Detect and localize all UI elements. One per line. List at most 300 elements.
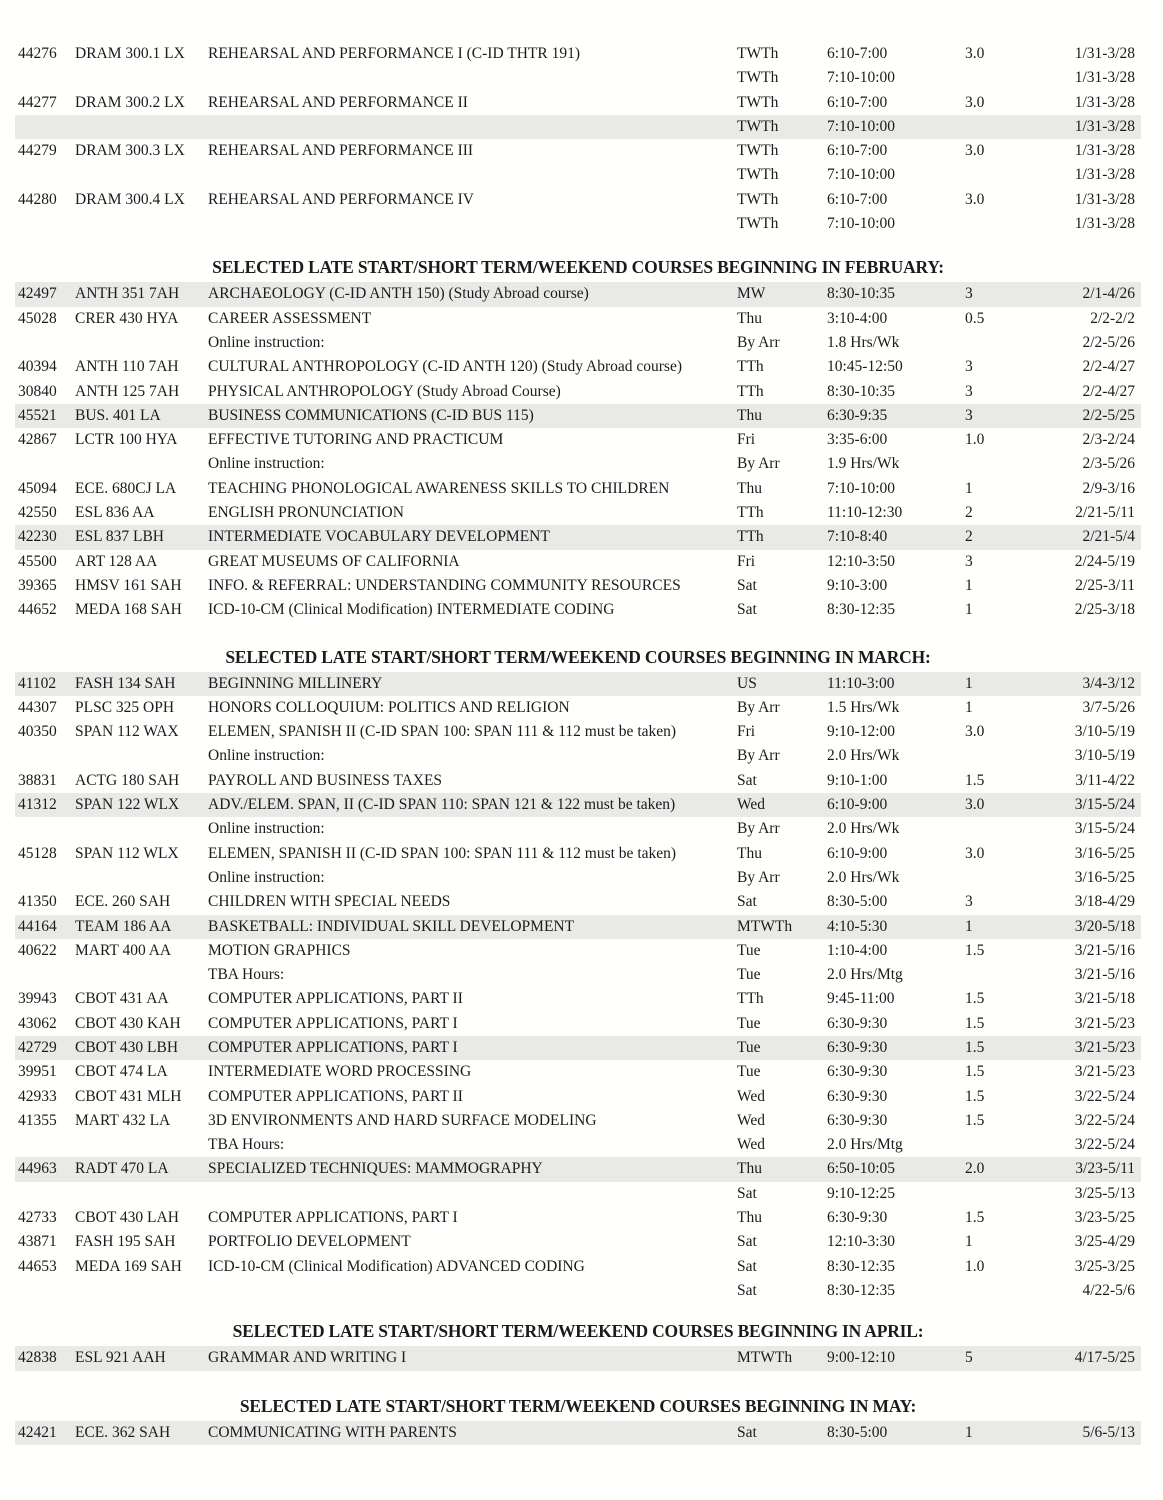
course-title: ADV./ELEM. SPAN, II (C-ID SPAN 110: SPAN 121 & 122 must be taken) xyxy=(208,796,676,814)
course-row xyxy=(15,550,1141,574)
course-code: SPAN 112 WAX xyxy=(75,723,179,741)
meeting-days: Wed xyxy=(737,1136,766,1154)
course-row xyxy=(15,477,1141,501)
units: 0.5 xyxy=(965,309,985,327)
course-title: REHEARSAL AND PERFORMANCE I (C-ID THTR 191) xyxy=(208,45,581,62)
course-id: 42729 xyxy=(18,1038,57,1056)
units xyxy=(965,1182,1025,1206)
units: 1 xyxy=(965,601,973,619)
course-title: Online instruction: xyxy=(208,333,325,351)
units: 1 xyxy=(965,1423,973,1441)
course-code: ECE. 680CJ LA xyxy=(75,479,177,497)
course-id: 42230 xyxy=(18,528,57,546)
course-title: BEGINNING MILLINERY xyxy=(208,674,383,692)
course-id: 42838 xyxy=(18,1349,57,1367)
course-title: BUSINESS COMMUNICATIONS (C-ID BUS 115) xyxy=(208,406,534,424)
date-range: 3/21-5/16 xyxy=(1074,941,1135,959)
meeting-time: 7:10-10:00 xyxy=(827,69,896,87)
course-row xyxy=(15,1230,1141,1254)
units: 3 xyxy=(965,358,973,376)
course-title: ICD-10-CM (Clinical Modification) INTERMEDIATE CODING xyxy=(208,601,615,619)
date-range: 3/23-5/11 xyxy=(1075,1160,1135,1178)
course-title: ICD-10-CM (Clinical Modification) ADVANCED CODING xyxy=(208,1257,585,1275)
meeting-time: 6:30-9:35 xyxy=(827,406,888,424)
meeting-days: By Arr xyxy=(737,820,780,838)
course-id: 44277 xyxy=(18,93,57,111)
units: 2.0 xyxy=(965,1160,985,1178)
course-code: ESL 836 AA xyxy=(75,504,155,522)
course-code: MEDA 169 SAH xyxy=(75,1257,182,1275)
course-title xyxy=(208,1279,737,1303)
course-title xyxy=(208,212,737,236)
meeting-days: TTh xyxy=(737,528,764,546)
meeting-days: Thu xyxy=(737,309,762,327)
date-range: 1/31-3/28 xyxy=(1074,93,1135,111)
units: 3.0 xyxy=(965,45,985,62)
meeting-days: By Arr xyxy=(737,455,780,473)
course-id: 43062 xyxy=(18,1014,57,1032)
date-range: 3/4-3/12 xyxy=(1082,674,1135,692)
units: 2 xyxy=(965,528,973,546)
date-range: 1/31-3/28 xyxy=(1074,117,1135,135)
meeting-days: TWTh xyxy=(737,142,779,160)
course-id xyxy=(15,1133,75,1157)
course-code: TEAM 186 AA xyxy=(75,917,172,935)
date-range: 2/1-4/26 xyxy=(1082,285,1135,303)
meeting-time: 9:10-3:00 xyxy=(827,576,888,594)
course-code xyxy=(75,866,208,890)
meeting-time: 2.0 Hrs/Wk xyxy=(827,747,900,765)
meeting-days: By Arr xyxy=(737,698,780,716)
course-row xyxy=(15,188,1141,212)
course-title xyxy=(208,1182,737,1206)
course-code: ESL 837 LBH xyxy=(75,528,164,546)
units: 1.0 xyxy=(965,1257,985,1275)
meeting-time: 6:30-9:30 xyxy=(827,1038,888,1056)
course-id: 42421 xyxy=(18,1423,57,1441)
schedule-section xyxy=(15,646,1141,1304)
date-range: 3/11-4/22 xyxy=(1075,771,1135,789)
meeting-time: 1.8 Hrs/Wk xyxy=(827,333,900,351)
course-code: ANTH 351 7AH xyxy=(75,285,180,303)
meeting-time: 8:30-12:35 xyxy=(827,601,896,619)
course-id xyxy=(15,866,75,890)
meeting-time: 8:30-10:35 xyxy=(827,285,896,303)
date-range: 1/31-3/28 xyxy=(1074,45,1135,62)
course-row xyxy=(15,1182,1141,1206)
course-title: ENGLISH PRONUNCIATION xyxy=(208,504,404,522)
units: 1.5 xyxy=(965,1111,985,1129)
meeting-days: Thu xyxy=(737,479,762,497)
course-row xyxy=(15,1012,1141,1036)
course-id: 39951 xyxy=(18,1063,57,1081)
meeting-time: 9:00-12:10 xyxy=(827,1349,896,1367)
date-range: 3/15-5/24 xyxy=(1074,820,1135,838)
course-code xyxy=(75,1133,208,1157)
units: 3 xyxy=(965,285,973,303)
meeting-time: 8:30-12:35 xyxy=(827,1281,896,1299)
meeting-time: 11:10-3:00 xyxy=(827,674,895,692)
course-code xyxy=(75,744,208,768)
date-range: 2/2-5/25 xyxy=(1082,406,1135,424)
course-id xyxy=(15,115,75,139)
meeting-time: 9:45-11:00 xyxy=(827,990,895,1008)
course-code xyxy=(75,452,208,476)
meeting-time: 1.5 Hrs/Wk xyxy=(827,698,900,716)
date-range: 3/7-5/26 xyxy=(1082,698,1135,716)
course-code: CBOT 431 MLH xyxy=(75,1087,182,1105)
date-range: 2/21-5/4 xyxy=(1082,528,1135,546)
course-row xyxy=(15,842,1141,866)
course-row xyxy=(15,1133,1141,1157)
date-range: 2/3-2/24 xyxy=(1082,431,1135,449)
course-row xyxy=(15,163,1141,187)
course-title: HONORS COLLOQUIUM: POLITICS AND RELIGION xyxy=(208,698,570,716)
course-row xyxy=(15,1279,1141,1303)
section-header: SELECTED LATE START/SHORT TERM/WEEKEND COURSES BEGINNING IN FEBRUARY: xyxy=(212,257,944,278)
meeting-days: Tue xyxy=(737,941,761,959)
meeting-days: Sat xyxy=(737,893,757,911)
course-row xyxy=(15,744,1141,768)
course-id: 44307 xyxy=(18,698,57,716)
meeting-time: 6:10-7:00 xyxy=(827,45,888,62)
units: 3.0 xyxy=(965,796,985,814)
units: 1 xyxy=(965,698,973,716)
units: 1.5 xyxy=(965,771,985,789)
section-header: SELECTED LATE START/SHORT TERM/WEEKEND COURSES BEGINNING IN MAY: xyxy=(239,1395,917,1416)
course-row xyxy=(15,769,1141,793)
schedule-section xyxy=(15,1320,1141,1370)
course-code: RADT 470 LA xyxy=(75,1160,169,1178)
date-range: 2/2-5/26 xyxy=(1082,333,1135,351)
course-title: TEACHING PHONOLOGICAL AWARENESS SKILLS TO CHILDREN xyxy=(208,479,670,497)
meeting-days: Sat xyxy=(737,1423,757,1441)
course-title: CHILDREN WITH SPECIAL NEEDS xyxy=(208,893,451,911)
date-range: 1/31-3/28 xyxy=(1074,190,1135,208)
meeting-days: TWTh xyxy=(737,69,779,87)
units: 1.5 xyxy=(965,941,985,959)
course-row xyxy=(15,1255,1141,1279)
date-range: 3/18-4/29 xyxy=(1074,893,1135,911)
date-range: 2/3-5/26 xyxy=(1082,455,1135,473)
meeting-time: 6:30-9:30 xyxy=(827,1087,888,1105)
course-title: COMPUTER APPLICATIONS, PART I xyxy=(208,1209,458,1227)
meeting-time: 8:30-10:35 xyxy=(827,382,896,400)
course-code: MEDA 168 SAH xyxy=(75,601,182,619)
course-title xyxy=(208,115,737,139)
units: 3 xyxy=(965,382,973,400)
course-id: 41312 xyxy=(18,796,57,814)
course-row xyxy=(15,915,1141,939)
date-range: 3/21-5/23 xyxy=(1074,1063,1135,1081)
course-id xyxy=(15,212,75,236)
date-range: 3/23-5/25 xyxy=(1074,1209,1135,1227)
course-id: 39943 xyxy=(18,990,57,1008)
meeting-time: 9:10-1:00 xyxy=(827,771,888,789)
meeting-time: 10:45-12:50 xyxy=(827,358,903,376)
course-title: COMPUTER APPLICATIONS, PART II xyxy=(208,990,463,1008)
date-range: 2/9-3/16 xyxy=(1082,479,1135,497)
date-range: 1/31-3/28 xyxy=(1074,166,1135,184)
units xyxy=(965,212,1025,236)
course-code: FASH 134 SAH xyxy=(75,674,176,692)
course-row xyxy=(15,793,1141,817)
date-range: 3/21-5/16 xyxy=(1074,966,1135,984)
meeting-days: Wed xyxy=(737,796,766,814)
course-code: CBOT 474 LA xyxy=(75,1063,168,1081)
course-id xyxy=(15,744,75,768)
course-row xyxy=(15,331,1141,355)
course-id: 41350 xyxy=(18,893,57,911)
meeting-time: 7:10-10:00 xyxy=(827,166,896,184)
meeting-time: 7:10-10:00 xyxy=(827,479,896,497)
course-id xyxy=(15,817,75,841)
course-row xyxy=(15,817,1141,841)
meeting-days: US xyxy=(737,674,757,692)
course-id: 42933 xyxy=(18,1087,57,1105)
units xyxy=(965,1133,1025,1157)
course-row xyxy=(15,428,1141,452)
course-row xyxy=(15,987,1141,1011)
course-row xyxy=(15,282,1141,306)
date-range: 1/31-3/28 xyxy=(1074,142,1135,160)
units xyxy=(965,331,1025,355)
course-code: LCTR 100 HYA xyxy=(75,431,178,449)
course-code xyxy=(75,66,208,90)
date-range: 2/24-5/19 xyxy=(1074,552,1135,570)
meeting-time: 6:30-9:30 xyxy=(827,1111,888,1129)
date-range: 2/21-5/11 xyxy=(1075,504,1135,522)
meeting-time: 4:10-5:30 xyxy=(827,917,888,935)
meeting-time: 6:30-9:30 xyxy=(827,1014,888,1032)
meeting-days: Tue xyxy=(737,966,761,984)
units: 3.0 xyxy=(965,844,985,862)
meeting-time: 8:30-12:35 xyxy=(827,1257,896,1275)
meeting-days: Wed xyxy=(737,1087,766,1105)
section-header: SELECTED LATE START/SHORT TERM/WEEKEND COURSES BEGINNING IN MARCH: xyxy=(225,646,931,667)
course-id: 44164 xyxy=(18,917,57,935)
course-row xyxy=(15,696,1141,720)
course-code: CBOT 431 AA xyxy=(75,990,169,1008)
course-row xyxy=(15,42,1141,66)
meeting-time: 9:10-12:25 xyxy=(827,1184,896,1202)
course-id: 45028 xyxy=(18,309,57,327)
course-code xyxy=(75,115,208,139)
meeting-days: MTWTh xyxy=(737,917,793,935)
course-title: COMPUTER APPLICATIONS, PART II xyxy=(208,1087,463,1105)
course-row xyxy=(15,1157,1141,1181)
course-code: ECE. 260 SAH xyxy=(75,893,171,911)
units: 3.0 xyxy=(965,142,985,160)
course-row xyxy=(15,404,1141,428)
date-range: 3/16-5/25 xyxy=(1074,844,1135,862)
course-id xyxy=(15,66,75,90)
course-code: MART 432 LA xyxy=(75,1111,171,1129)
course-title: REHEARSAL AND PERFORMANCE III xyxy=(208,142,474,160)
course-title: INFO. & REFERRAL: UNDERSTANDING COMMUNITY RESOURCES xyxy=(208,576,681,594)
course-id: 41102 xyxy=(18,674,57,692)
date-range: 4/22-5/6 xyxy=(1082,1281,1135,1299)
meeting-time: 9:10-12:00 xyxy=(827,723,896,741)
course-row xyxy=(15,501,1141,525)
meeting-days: By Arr xyxy=(737,747,780,765)
meeting-time: 6:10-9:00 xyxy=(827,796,888,814)
course-code: FASH 195 SAH xyxy=(75,1233,176,1251)
meeting-time: 1:10-4:00 xyxy=(827,941,888,959)
course-id: 41355 xyxy=(18,1111,57,1129)
date-range: 3/25-4/29 xyxy=(1074,1233,1135,1251)
course-id: 45500 xyxy=(18,552,57,570)
course-code xyxy=(75,817,208,841)
course-title: CULTURAL ANTHROPOLOGY (C-ID ANTH 120) (Study Abroad course) xyxy=(208,358,683,376)
course-row xyxy=(15,890,1141,914)
meeting-time: 3:35-6:00 xyxy=(827,431,888,449)
course-title: INTERMEDIATE WORD PROCESSING xyxy=(208,1063,472,1081)
course-title xyxy=(208,163,737,187)
course-code: CBOT 430 KAH xyxy=(75,1014,181,1032)
course-row xyxy=(15,115,1141,139)
meeting-time: 8:30-5:00 xyxy=(827,1423,888,1441)
schedule-table xyxy=(15,42,1141,1445)
units xyxy=(965,963,1025,987)
units: 1 xyxy=(965,576,973,594)
date-range: 5/6-5/13 xyxy=(1082,1423,1135,1441)
course-code xyxy=(75,212,208,236)
course-id: 45128 xyxy=(18,844,57,862)
date-range: 1/31-3/28 xyxy=(1074,215,1135,233)
course-title: SPECIALIZED TECHNIQUES: MAMMOGRAPHY xyxy=(208,1160,543,1178)
course-title: ELEMEN, SPANISH II (C-ID SPAN 100: SPAN 111 & 112 must be taken) xyxy=(208,723,677,741)
meeting-time: 2.0 Hrs/Mtg xyxy=(827,1136,903,1154)
course-code: ESL 921 AAH xyxy=(75,1349,166,1367)
course-id: 45521 xyxy=(18,406,57,424)
course-code: ANTH 125 7AH xyxy=(75,382,180,400)
course-code xyxy=(75,163,208,187)
course-id: 44652 xyxy=(18,601,57,619)
meeting-days: Thu xyxy=(737,406,762,424)
course-code: ART 128 AA xyxy=(75,552,158,570)
course-id: 42867 xyxy=(18,431,57,449)
meeting-days: Fri xyxy=(737,723,756,741)
meeting-time: 2.0 Hrs/Wk xyxy=(827,820,900,838)
units: 3.0 xyxy=(965,723,985,741)
date-range: 3/16-5/25 xyxy=(1074,868,1135,886)
course-title: COMPUTER APPLICATIONS, PART I xyxy=(208,1038,458,1056)
date-range: 3/10-5/19 xyxy=(1074,747,1135,765)
units: 1 xyxy=(965,917,973,935)
course-id xyxy=(15,452,75,476)
course-code: CRER 430 HYA xyxy=(75,309,179,327)
meeting-days: TTh xyxy=(737,358,764,376)
units: 1 xyxy=(965,479,973,497)
meeting-days: By Arr xyxy=(737,868,780,886)
units: 3 xyxy=(965,552,973,570)
course-title: Online instruction: xyxy=(208,455,325,473)
meeting-days: Fri xyxy=(737,552,756,570)
course-id: 44276 xyxy=(18,45,57,62)
units xyxy=(965,866,1025,890)
units: 3.0 xyxy=(965,93,985,111)
course-row xyxy=(15,1206,1141,1230)
course-row xyxy=(15,380,1141,404)
course-row xyxy=(15,355,1141,379)
course-id xyxy=(15,1182,75,1206)
schedule-section xyxy=(15,1395,1141,1445)
meeting-days: Fri xyxy=(737,431,756,449)
meeting-time: 7:10-10:00 xyxy=(827,117,896,135)
course-id: 44653 xyxy=(18,1257,57,1275)
meeting-time: 12:10-3:50 xyxy=(827,552,896,570)
date-range: 3/10-5/19 xyxy=(1074,723,1135,741)
units: 1.5 xyxy=(965,1063,985,1081)
course-row xyxy=(15,574,1141,598)
course-code: MART 400 AA xyxy=(75,941,172,959)
course-row xyxy=(15,1346,1141,1370)
meeting-days: TTh xyxy=(737,990,764,1008)
course-title: COMMUNICATING WITH PARENTS xyxy=(208,1423,457,1441)
course-id: 45094 xyxy=(18,479,57,497)
units: 1.5 xyxy=(965,990,985,1008)
course-code: ECE. 362 SAH xyxy=(75,1423,171,1441)
course-row xyxy=(15,139,1141,163)
meeting-days: TWTh xyxy=(737,93,779,111)
date-range: 2/2-4/27 xyxy=(1082,358,1135,376)
meeting-days: Sat xyxy=(737,1184,757,1202)
meeting-days: MW xyxy=(737,285,766,303)
course-row xyxy=(15,1036,1141,1060)
course-code: HMSV 161 SAH xyxy=(75,576,182,594)
meeting-days: Wed xyxy=(737,1111,766,1129)
schedule-section xyxy=(15,256,1141,622)
meeting-time: 6:10-7:00 xyxy=(827,142,888,160)
course-title: GRAMMAR AND WRITING I xyxy=(208,1349,407,1367)
units: 3 xyxy=(965,893,973,911)
meeting-time: 6:30-9:30 xyxy=(827,1209,888,1227)
course-row xyxy=(15,66,1141,90)
units: 1.5 xyxy=(965,1087,985,1105)
units: 1 xyxy=(965,674,973,692)
course-title: Online instruction: xyxy=(208,747,325,765)
units xyxy=(965,115,1025,139)
section-header: SELECTED LATE START/SHORT TERM/WEEKEND COURSES BEGINNING IN APRIL: xyxy=(232,1321,924,1342)
meeting-days: Tue xyxy=(737,1038,761,1056)
date-range: 2/2-4/27 xyxy=(1082,382,1135,400)
date-range: 4/17-5/25 xyxy=(1074,1349,1135,1367)
meeting-days: Sat xyxy=(737,1257,757,1275)
course-id xyxy=(15,331,75,355)
meeting-days: Sat xyxy=(737,1281,757,1299)
course-code xyxy=(75,1182,208,1206)
date-range: 3/22-5/24 xyxy=(1074,1111,1135,1129)
course-title: Online instruction: xyxy=(208,868,325,886)
units: 1.5 xyxy=(965,1209,985,1227)
date-range: 3/22-5/24 xyxy=(1074,1136,1135,1154)
meeting-time: 6:50-10:05 xyxy=(827,1160,896,1178)
course-row xyxy=(15,91,1141,115)
date-range: 3/15-5/24 xyxy=(1074,796,1135,814)
course-row xyxy=(15,1085,1141,1109)
course-code xyxy=(75,963,208,987)
meeting-time: 2.0 Hrs/Mtg xyxy=(827,966,903,984)
course-row xyxy=(15,939,1141,963)
meeting-days: Thu xyxy=(737,844,762,862)
course-title: INTERMEDIATE VOCABULARY DEVELOPMENT xyxy=(208,528,550,546)
meeting-time: 6:10-7:00 xyxy=(827,190,888,208)
date-range: 2/2-2/2 xyxy=(1090,309,1135,327)
meeting-days: TWTh xyxy=(737,117,779,135)
date-range: 3/21-5/23 xyxy=(1074,1014,1135,1032)
course-title: REHEARSAL AND PERFORMANCE II xyxy=(208,93,468,111)
